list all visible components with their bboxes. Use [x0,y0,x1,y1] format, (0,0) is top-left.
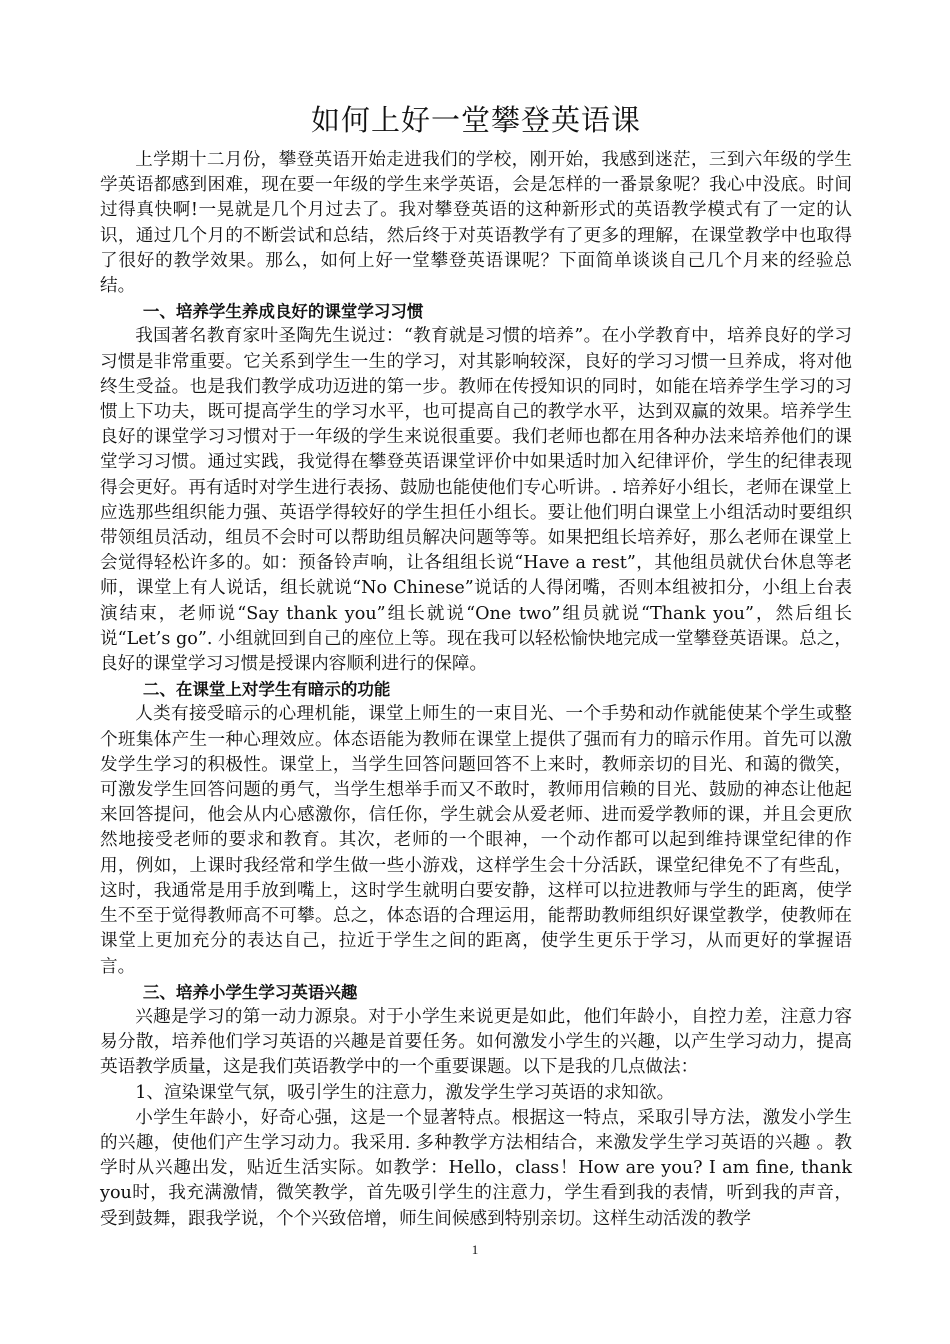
section-3-paragraph: 兴趣是学习的第一动力源泉。对于小学生来说更是如此，他们年龄小，自控力差，注意力容易分散，培养他们学习英语的兴趣是首要任务。如何激发小学生的兴趣，以产生学习动力，提高英语教学质量，这是我们英语教学中的一个重要课题。以下是我的几点做法： [100,1006,852,1078]
document-title: 如何上好一堂攀登英语课 [310,103,641,137]
intro-paragraph: 上学期十二月份，攀登英语开始走进我们的学校，刚开始，我感到迷茫，三到六年级的学生学英语都感到困难，现在要一年级的学生来学英语，会是怎样的一番景象呢？我心中没底。时间过得真快啊!一晃就是几个月过去了。我对攀登英语的这种新形式的英语教学模式有了一定的认识，通过几个月的不断尝试和总结，然后终于对英语教学有了更多的理解，在课堂教学中也取得了很好的教学效果。那么，如何上好一堂攀登英语课呢？下面简单谈谈自己几个月来的经验总结。 [100,150,852,297]
section-heading-2: 二、在课堂上对学生有暗示的功能 [142,680,391,700]
document-page [100,98,852,1232]
section-1-paragraph: 我国著名教育家叶圣陶先生说过：“教育就是习惯的培养”。在小学教育中，培养良好的学习习惯是非常重要。它关系到学生一生的学习，对其影响较深，良好的学习习惯一旦养成，将对他终生受益。也是我们教学成功迈进的第一步。教师在传授知识的同时，如能在培养学生学习的习惯上下功夫，既可提高学生的学习水平，也可提高自己的教学水平，达到双赢的效果。培养学生良好的课堂学习习惯对于一年级的学生来说很重要。我们老师也都在用各种办法来培养他们的课堂学习习惯。通过实践，我觉得在攀登英语课堂评价中如果适时加入纪律评价，学生的纪律表现得会更好。再有适时对学生进行表扬、鼓励也能使他们专心听讲。. 培养好小组长，老师在课堂上应选那些组织能力强、英语学得较好的学生担任小组长。要让他们明白课堂上小组活动时要组织带领组员活动，组员不会时可以帮助组员解决问题等等。如果把组长培养好，那么老师在课堂上会觉得轻松许多的。如：预备铃声响，让各组组长说“Have a rest”，其他组员就伏台休息等老师，课堂上有人说话，组长就说“No Chinese”说话的人得闭嘴，否则本组被扣分，小组上台表演结束，老师说“Say thank you”组长就说“One two”组员就说“Thank you”，然后组长说“Let’s go”. 小组就回到自己的座位上等。现在我可以轻松愉快地完成一堂攀登英语课。总之，良好的课堂学习习惯是授课内容顺利进行的保障。 [100,326,852,675]
section-heading-3: 三、培养小学生学习英语兴趣 [142,982,358,1002]
section-3-point-1-paragraph: 小学生年龄小，好奇心强，这是一个显著特点。根据这一特点，采取引导方法，激发小学生的兴趣，使他们产生学习动力。我采用. 多种教学方法相结合，来激发学生学习英语的兴趣 。教学时从兴趣出发，贴近生活实际。如教学：Hello，class！How are you? I am fine, thank you时，我充满激情，微笑教学，首先吸引学生的注意力，学生看到我的表情，听到我的声音，受到鼓舞，跟我学说，个个兴致倍增，师生间候感到特别亲切。这样生动活泼的教学 [100,1107,852,1229]
section-2-paragraph: 人类有接受暗示的心理机能，课堂上师生的一束目光、一个手势和动作就能使某个学生或整个班集体产生一种心理效应。体态语能为教师在课堂上提供了强而有力的暗示作用。首先可以激发学生学习的积极性。课堂上，当学生回答问题回答不上来时，教师亲切的目光、和蔼的微笑，可激发学生回答问题的勇气，当学生想举手而又不敢时，教师用信赖的目光、鼓励的神态让他起来回答提问，他会从内心感激你，信任你，学生就会从爱老师、进而爱学教师的课，并且会更欣然地接受老师的要求和教育。其次，老师的一个眼神，一个动作都可以起到维持课堂纪律的作用，例如，上课时我经常和学生做一些小游戏，这样学生会十分活跃，课堂纪律免不了有些乱，这时，我通常是用手放到嘴上，这时学生就明白要安静，这样可以拉进教师与学生的距离，使学生不至于觉得教师高不可攀。总之，体态语的合理运用，能帮助教师组织好课堂教学，使教师在课堂上更加充分的表达自己，拉近于学生之间的距离，使学生更乐于学习，从而更好的掌握语言。 [100,704,852,977]
section-3-point-1: 1、渲染课堂气氛，吸引学生的注意力，激发学生学习英语的求知欲。 [135,1082,675,1103]
page-number: 1 [471,1242,479,1257]
section-heading-1: 一、培养学生养成良好的课堂学习习惯 [142,302,424,322]
